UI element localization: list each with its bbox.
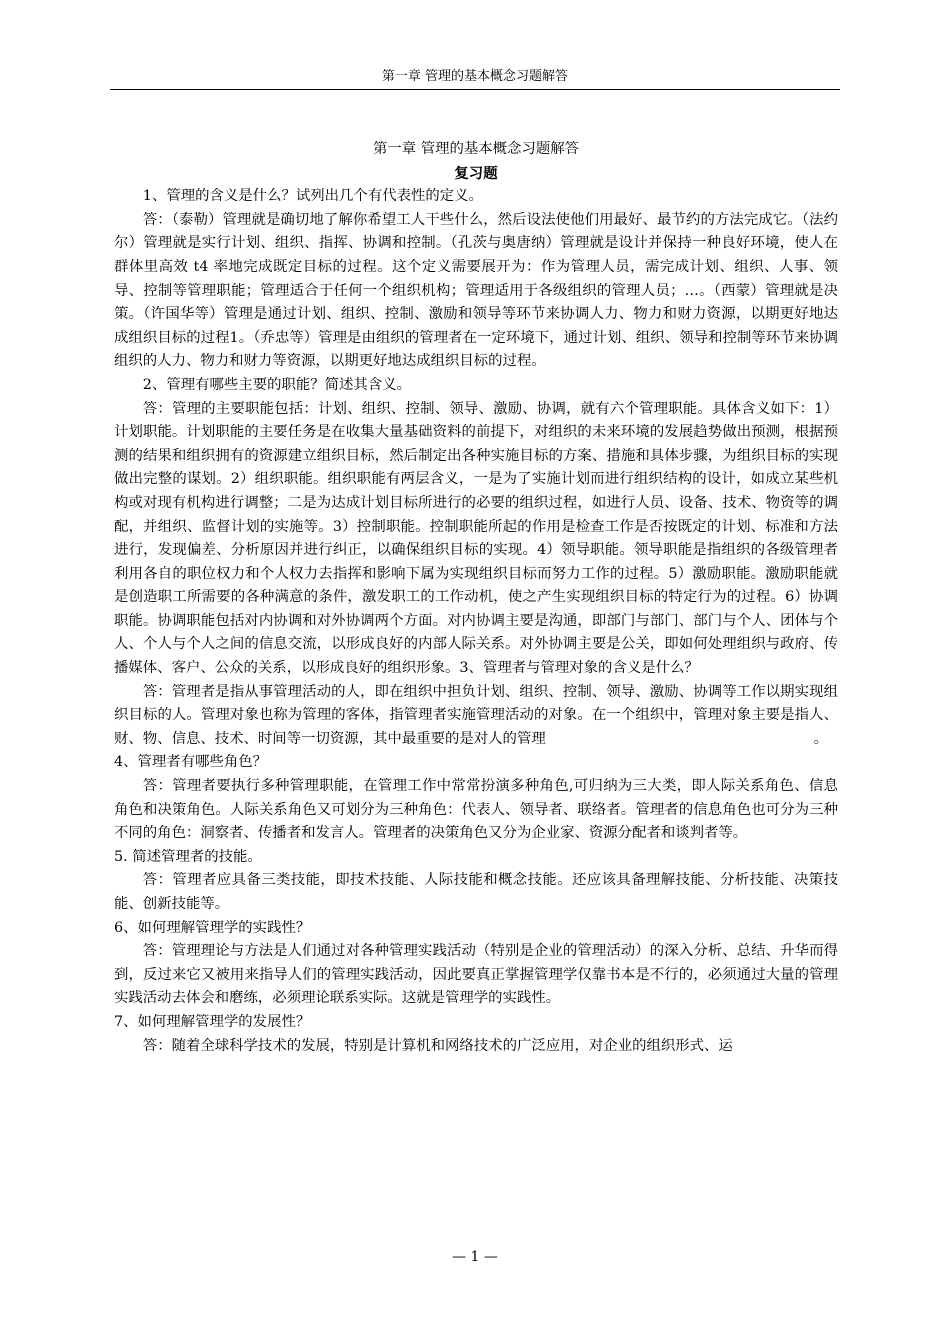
question-paragraph <box>114 374 838 398</box>
question-text: 1、管理的含义是什么？试列出几个有代表性的定义。 <box>142 188 483 205</box>
answer-text: 答：管理理论与方法是人们通过对各种管理实践活动（特别是企业的管理活动）的深入分析、总结、升华而得到，反过来它又被用来指导人们的管理实践活动，因此要真正掌握管理学仅靠书本是不行的，必须通过大量的管理实践活动去体会和磨练，必须理论联系实际。这就是管理学的实践性。 <box>114 943 838 1007</box>
answer-paragraph <box>114 775 838 846</box>
document-title: 第一章 管理的基本概念习题解答 <box>372 141 580 157</box>
answer-text: 答：管理的主要职能包括：计划、组织、控制、领导、激励、协调，就有六个管理职能。具体含义如下：1）计划职能。计划职能的主要任务是在收集大量基础资料的前提下，对组织的未来环境的发展趋势做出预测，根据预测的结果和组织拥有的资源建立组织目标，然后制定出各种实施目标的方案、措施和具体步骤，为组织目标的实现做出完整的谋划。2）组织职能。组织职能有两层含义，一是为了实施计划而进行组织结构的设计，如成立某些机构或对现有机构进行调整；二是为达成计划目标所进行的必要的组织过程，如进行人员、设备、技术、物资等的调配，并组织、监督计划的实施等。3）控制职能。控制职能所起的作用是检查工作是否按既定的计划、标准和方法进行，发现偏差、分析原因并进行纠正，以确保组织目标的实现。4）领导职能。领导职能是指组织的各级管理者利用各自的职位权力和个人权力去指挥和影响下属为实现组织目标而努力工作的过程。5）激励职能。激励职能就是创造职工所需要的各种满意的条件，激发职工的工作动机，使之产生实现组织目标的特定行为的过程。6）协调职能。协调职能包括对内协调和对外协调两个方面。对内协调主要是沟通，即部门与部门、部门与个人、团体与个人、个人与个人之间的信息交流，以形成良好的内部人际关系。对外协调主要是公关，即如何处理组织与政府、传播媒体、客户、公众的关系，以形成良好的组织形象。3、管理者与管理对象的含义是什么？ <box>114 400 838 677</box>
question-text: 2、管理有哪些主要的职能？简述其含义。 <box>142 376 411 393</box>
question-text: 4、管理者有哪些角色？ <box>114 754 268 771</box>
question-text: 7、如何理解管理学的发展性？ <box>114 1013 311 1030</box>
question-text: 6、如何理解管理学的实践性？ <box>114 919 311 936</box>
question-paragraph <box>114 917 838 941</box>
answer-text: 答：管理者要执行多种管理职能，在管理工作中常常扮演多种角色,可归纳为三大类，即人际关系角色、信息角色和决策角色。人际关系角色又可划分为三种角色：代表人、领导者、联络者。管理者的信息角色也可分为三种不同的角色：洞察者、传播者和发言人。管理者的决策角色又分为企业家、资源分配者和谈判者等。 <box>114 778 838 842</box>
question-paragraph <box>114 751 838 775</box>
running-header: 第一章 管理的基本概念习题解答 <box>381 69 569 84</box>
paragraph-list <box>114 185 838 1058</box>
answer-paragraph <box>114 681 838 752</box>
header-divider <box>110 89 840 90</box>
trailing-punctuation: 。 <box>813 730 828 747</box>
answer-text: 答：管理者是指从事管理活动的人，即在组织中担负计划、组织、控制、领导、激励、协调等工作以期实现组织目标的人。管理对象也称为管理的客体，指管理者实施管理活动的对象。在一个组织中，管理对象主要是指人、财、物、信息、技术、时间等一切资源，其中最重要的是对人的管理 <box>114 683 838 747</box>
section-heading: 复习题 <box>454 164 498 182</box>
answer-text: 答：随着全球科学技术的发展，特别是计算机和网络技术的广泛应用，对企业的组织形式、运 <box>142 1037 733 1054</box>
page-number: — 1 — <box>452 1249 498 1265</box>
answer-text: 答：（泰勒）管理就是确切地了解你希望工人干些什么，然后设法使他们用最好、最节约的方法完成它。（法约尔）管理就是实行计划、组织、指挥、协调和控制。（孔茨与奥唐纳）管理就是设计并保持一种良好环境，使人在群体里高效 t4 率地完成既定目标的过程。这个定义需要展开为：作为管理人员，需完成计划、组织、人事、领导、控制等管理职能；管理适合于任何一个组织机构；管理适用于各级组织的管理人员；…。（西蒙）管理就是决策。（许国华等）管理是通过计划、组织、控制、激励和领导等环节来协调人力、物力和财力资源，以期更好地达成组织目标的过程1。（乔忠等）管理是由组织的管理者在一定环境下，通过计划、组织、领导和控制等环节来协调组织的人力、物力和财力等资源，以期更好地达成组织目标的过程。 <box>114 211 838 370</box>
question-paragraph <box>114 1011 838 1035</box>
answer-paragraph <box>114 209 838 374</box>
question-paragraph <box>114 185 838 209</box>
answer-paragraph <box>114 1035 838 1059</box>
answer-paragraph <box>114 940 838 1011</box>
question-text: 5. 简述管理者的技能。 <box>114 848 262 865</box>
answer-text: 答：管理者应具备三类技能，即技术技能、人际技能和概念技能。还应该具备理解技能、分析技能、决策技能、创新技能等。 <box>114 872 838 912</box>
answer-paragraph <box>114 398 838 681</box>
document-body <box>114 138 838 1058</box>
answer-paragraph <box>114 869 838 916</box>
question-paragraph <box>114 846 838 870</box>
